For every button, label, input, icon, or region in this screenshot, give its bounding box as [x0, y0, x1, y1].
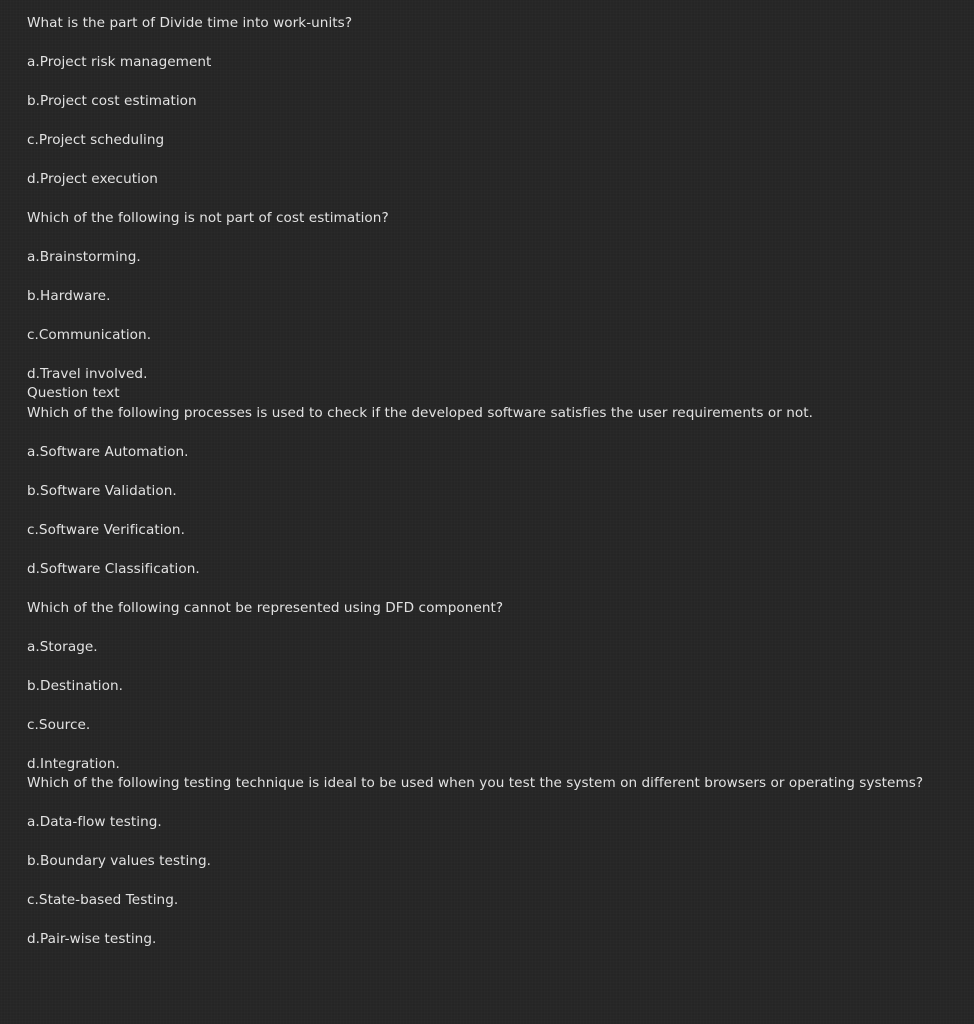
question-2-option-d: d.Travel involved. — [27, 366, 148, 382]
question-4-prompt: Which of the following cannot be represented using DFD component? — [27, 600, 504, 616]
question-5-option-d: d.Pair-wise testing. — [27, 931, 157, 947]
question-5-prompt: Which of the following testing technique is ideal to be used when you test the system on different browsers or operating systems? — [27, 775, 924, 791]
question-4-option-d: d.Integration. — [27, 756, 120, 772]
question-3-option-d: d.Software Classification. — [27, 561, 200, 577]
question-1-option-a: a.Project risk management — [27, 54, 212, 70]
question-4-option-c: c.Source. — [27, 717, 91, 733]
question-4-option-a: a.Storage. — [27, 639, 98, 655]
question-1-option-c: c.Project scheduling — [27, 132, 165, 148]
question-3-label: Question text — [27, 385, 120, 401]
question-1-option-b: b.Project cost estimation — [27, 93, 197, 109]
question-3-prompt: Which of the following processes is used to check if the developed software satisfies the user requirements or not. — [27, 405, 814, 421]
question-3-option-b: b.Software Validation. — [27, 483, 177, 499]
question-5-option-b: b.Boundary values testing. — [27, 853, 212, 869]
question-5-option-a: a.Data-flow testing. — [27, 814, 162, 830]
question-3-option-c: c.Software Verification. — [27, 522, 185, 538]
question-2-option-b: b.Hardware. — [27, 288, 111, 304]
question-5-option-c: c.State-based Testing. — [27, 892, 179, 908]
question-2-option-a: a.Brainstorming. — [27, 249, 141, 265]
question-1-option-d: d.Project execution — [27, 171, 158, 187]
question-1-prompt: What is the part of Divide time into work-units? — [27, 15, 353, 31]
question-3-option-a: a.Software Automation. — [27, 444, 189, 460]
question-2-option-c: c.Communication. — [27, 327, 152, 343]
question-2-prompt: Which of the following is not part of cost estimation? — [27, 210, 389, 226]
question-4-option-b: b.Destination. — [27, 678, 123, 694]
